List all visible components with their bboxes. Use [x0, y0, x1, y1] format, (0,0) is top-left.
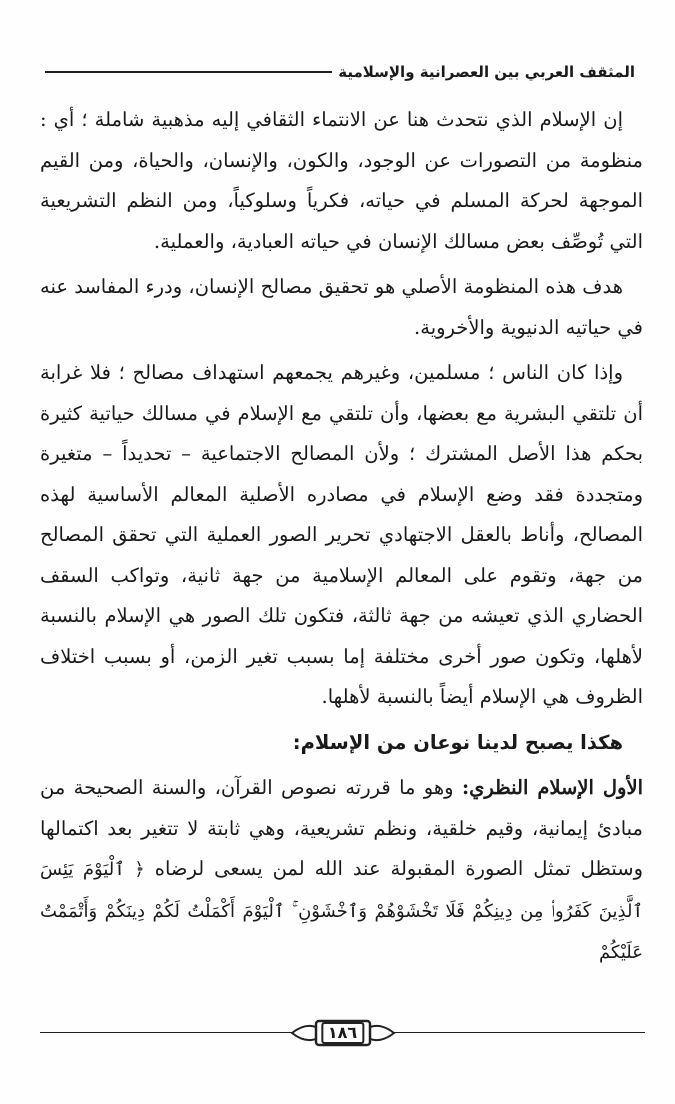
quran-verse: ﴿ ٱلْيَوْمَ يَئِسَ ٱلَّذِينَ كَفَرُوا۟ مِن دِينِكُمْ فَلَا تَخْشَوْهُمْ وَٱخْشَوْنِ ۚ ٱلْيَوْمَ أَكْمَلْتُ لَكُمْ دِينَكُمْ وَأَتْمَمْتُ عَلَيْكُمْ: [40, 859, 643, 963]
running-header: [45, 60, 635, 84]
page-number: ١٨٦: [321, 1022, 364, 1044]
paragraph-1: إن الإسلام الذي نتحدث هنا عن الانتماء الثقافي إليه مذهبية شاملة ؛ أي : منظومة من التصورات عن الوجود، والكون، والإنسان، والحياة، ومن القيم الموجهة لحركة المسلم في حياته، فكرياً وسلوكياً، ومن النظم التشريعية التي تُوصِّف بعض مسالك الإنسان في حياته العبادية، والعملية.: [40, 108, 643, 253]
paragraph-4-text: وهو ما قررته نصوص القرآن، والسنة الصحيحة من مبادئ إيمانية، وقيم خلقية، ونظم تشريعية، وهي ثابتة لا تتغير بعد اكتمالها وستظل تمثل الصورة المقبولة عند الله لمن يسعى لرضاه: [40, 776, 643, 880]
header-rule: [45, 71, 332, 73]
page-footer: [40, 1018, 645, 1048]
running-header-title: المثقف العربي بين العصرانية والإسلامية: [338, 63, 635, 81]
paragraph-3: وإذا كان الناس ؛ مسلمين، وغيرهم يجمعهم استهداف مصالح ؛ فلا غرابة أن تلتقي البشرية مع بعضها، وأن تلتقي مع الإسلام في مسالك حياتية كثيرة بحكم هذا الأصل المشترك ؛ ولأن المصالح الاجتماعية – تحديداً – متغيرة ومتجددة فقد وضع الإسلام في مصادره الأصلية المعالم الأساسية لهذه المصالح، وأناط بالعقل الاجتهادي تحرير الصور العملية التي تحقق المصالح من جهة، وتقوم على المعالم الإسلامية من جهة ثانية، وتواكب السقف الحضاري الذي تعيشه من جهة ثالثة، فتكون تلك الصور هي الإسلام بالنسبة لأهلها، وتكون صور أخرى مختلفة إما بسبب تغير الزمن، أو بسبب اختلاف الظروف هي الإسلام أيضاً بالنسبة لأهلها.: [40, 361, 643, 708]
paragraph-2: هدف هذه المنظومة الأصلي هو تحقيق مصالح الإنسان، ودرء المفاسد عنه في حياتيه الدنيوية والأخروية.: [40, 275, 643, 339]
paragraph-4: [40, 768, 643, 974]
paragraph-4-lead: الأول الإسلام النظري:: [461, 776, 643, 799]
section-heading: هكذا يصبح لدينا نوعان من الإسلام:: [292, 730, 623, 754]
page-body: [40, 100, 643, 979]
